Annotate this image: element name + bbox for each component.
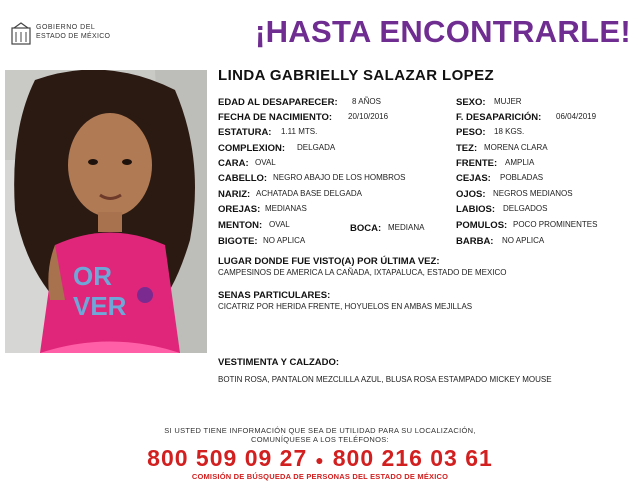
field-label-lips: LABIOS: bbox=[456, 204, 496, 215]
field-label-eyes: OJOS: bbox=[456, 189, 486, 200]
field-label-build: COMPLEXION: bbox=[218, 143, 286, 154]
field-value-mustache: NO APLICA bbox=[263, 236, 306, 245]
field-value-face: OVAL bbox=[255, 158, 276, 167]
clothing-text: BOTIN ROSA, PANTALON MEZCLILLA AZUL, BLUSA ROSA ESTAMPADO MICKEY MOUSE bbox=[218, 375, 552, 384]
field-label-height: ESTATURA: bbox=[218, 127, 272, 138]
distinguishing-marks-heading: SENAS PARTICULARES: bbox=[218, 290, 331, 301]
field-label-mouth: BOCA: bbox=[350, 223, 382, 234]
field-label-birthdate: FECHA DE NACIMIENTO: bbox=[218, 112, 332, 123]
field-label-sex: SEXO: bbox=[456, 97, 486, 108]
photo-illustration bbox=[5, 70, 207, 353]
field-label-nose: NARIZ: bbox=[218, 189, 251, 200]
field-value-birthdate: 20/10/2016 bbox=[348, 112, 389, 121]
state-government-logo bbox=[10, 22, 130, 52]
field-value-chin: OVAL bbox=[269, 220, 290, 229]
field-value-mouth: MEDIANA bbox=[388, 223, 425, 232]
field-label-cheekbones: POMULOS: bbox=[456, 220, 508, 231]
state-seal-icon bbox=[10, 22, 32, 46]
field-value-nose: ACHATADA BASE DELGADA bbox=[256, 189, 362, 198]
field-value-lips: DELGADOS bbox=[503, 204, 548, 213]
shirt-print-text-1: OR bbox=[73, 261, 112, 291]
field-label-eyebrows: CEJAS: bbox=[456, 173, 491, 184]
last-seen-location: CAMPESINOS DE AMERICA LA CAÑADA, IXTAPALUCA, ESTADO DE MEXICO bbox=[218, 268, 507, 277]
field-value-build: DELGADA bbox=[297, 143, 336, 152]
field-label-skin: TEZ: bbox=[456, 143, 478, 154]
field-value-ears: MEDIANAS bbox=[265, 204, 307, 213]
field-label-mustache: BIGOTE: bbox=[218, 236, 258, 247]
field-label-forehead: FRENTE: bbox=[456, 158, 498, 169]
missing-person-photo bbox=[5, 70, 207, 353]
field-value-skin: MORENA CLARA bbox=[484, 143, 548, 152]
shirt-print-text-2: VER bbox=[73, 291, 127, 321]
field-label-age: EDAD AL DESAPARECER: bbox=[218, 97, 338, 108]
last-seen-heading: LUGAR DONDE FUE VISTO(A) POR ÚLTIMA VEZ: bbox=[218, 256, 440, 267]
field-value-eyebrows: POBLADAS bbox=[500, 173, 544, 182]
field-label-hair: CABELLO: bbox=[218, 173, 268, 184]
field-label-ears: OREJAS: bbox=[218, 204, 261, 215]
field-label-face: CARA: bbox=[218, 158, 249, 169]
field-value-beard: NO APLICA bbox=[502, 236, 545, 245]
field-label-chin: MENTON: bbox=[218, 220, 263, 231]
field-value-disappearance-date: 06/04/2019 bbox=[556, 112, 597, 121]
distinguishing-marks-text: CICATRIZ POR HERIDA FRENTE, HOYUELOS EN AMBAS MEJILLAS bbox=[218, 302, 473, 311]
field-value-eyes: NEGROS MEDIANOS bbox=[493, 189, 573, 198]
field-value-forehead: AMPLIA bbox=[505, 158, 535, 167]
poster-headline: ¡HASTA ENCONTRARLE! bbox=[255, 14, 631, 49]
logo-line-1: GOBIERNO DEL bbox=[36, 24, 96, 31]
field-label-beard: BARBA: bbox=[456, 236, 494, 247]
contact-info-line-2: COMUNÍQUESE A LOS TELÉFONOS: bbox=[251, 435, 389, 444]
contact-info-line-1: SI USTED TIENE INFORMACIÓN QUE SEA DE UTILIDAD PARA SU LOCALIZACIÓN, bbox=[164, 426, 476, 435]
phone-numbers bbox=[0, 445, 640, 472]
field-label-weight: PESO: bbox=[456, 127, 486, 138]
field-value-age: 8 AÑOS bbox=[352, 97, 381, 106]
clothing-heading: VESTIMENTA Y CALZADO: bbox=[218, 357, 340, 368]
field-value-sex: MUJER bbox=[494, 97, 522, 106]
person-name: LINDA GABRIELLY SALAZAR LOPEZ bbox=[218, 67, 495, 84]
phone-number-2[interactable]: 800 216 03 61 bbox=[332, 445, 493, 471]
logo-line-2: ESTADO DE MÉXICO bbox=[36, 33, 111, 40]
field-label-disappearance-date: F. DESAPARICIÓN: bbox=[456, 112, 542, 123]
field-value-weight: 18 KGS. bbox=[494, 127, 525, 136]
field-value-cheekbones: POCO PROMINENTES bbox=[513, 220, 598, 229]
field-value-hair: NEGRO ABAJO DE LOS HOMBROS bbox=[273, 173, 406, 182]
commission-footer: COMISIÓN DE BÚSQUEDA DE PERSONAS DEL ESTADO DE MÉXICO bbox=[191, 472, 449, 481]
field-value-height: 1.11 MTS. bbox=[281, 127, 318, 136]
phone-number-1[interactable]: 800 509 09 27 bbox=[147, 445, 308, 471]
separator-dot-icon: ● bbox=[315, 451, 325, 468]
